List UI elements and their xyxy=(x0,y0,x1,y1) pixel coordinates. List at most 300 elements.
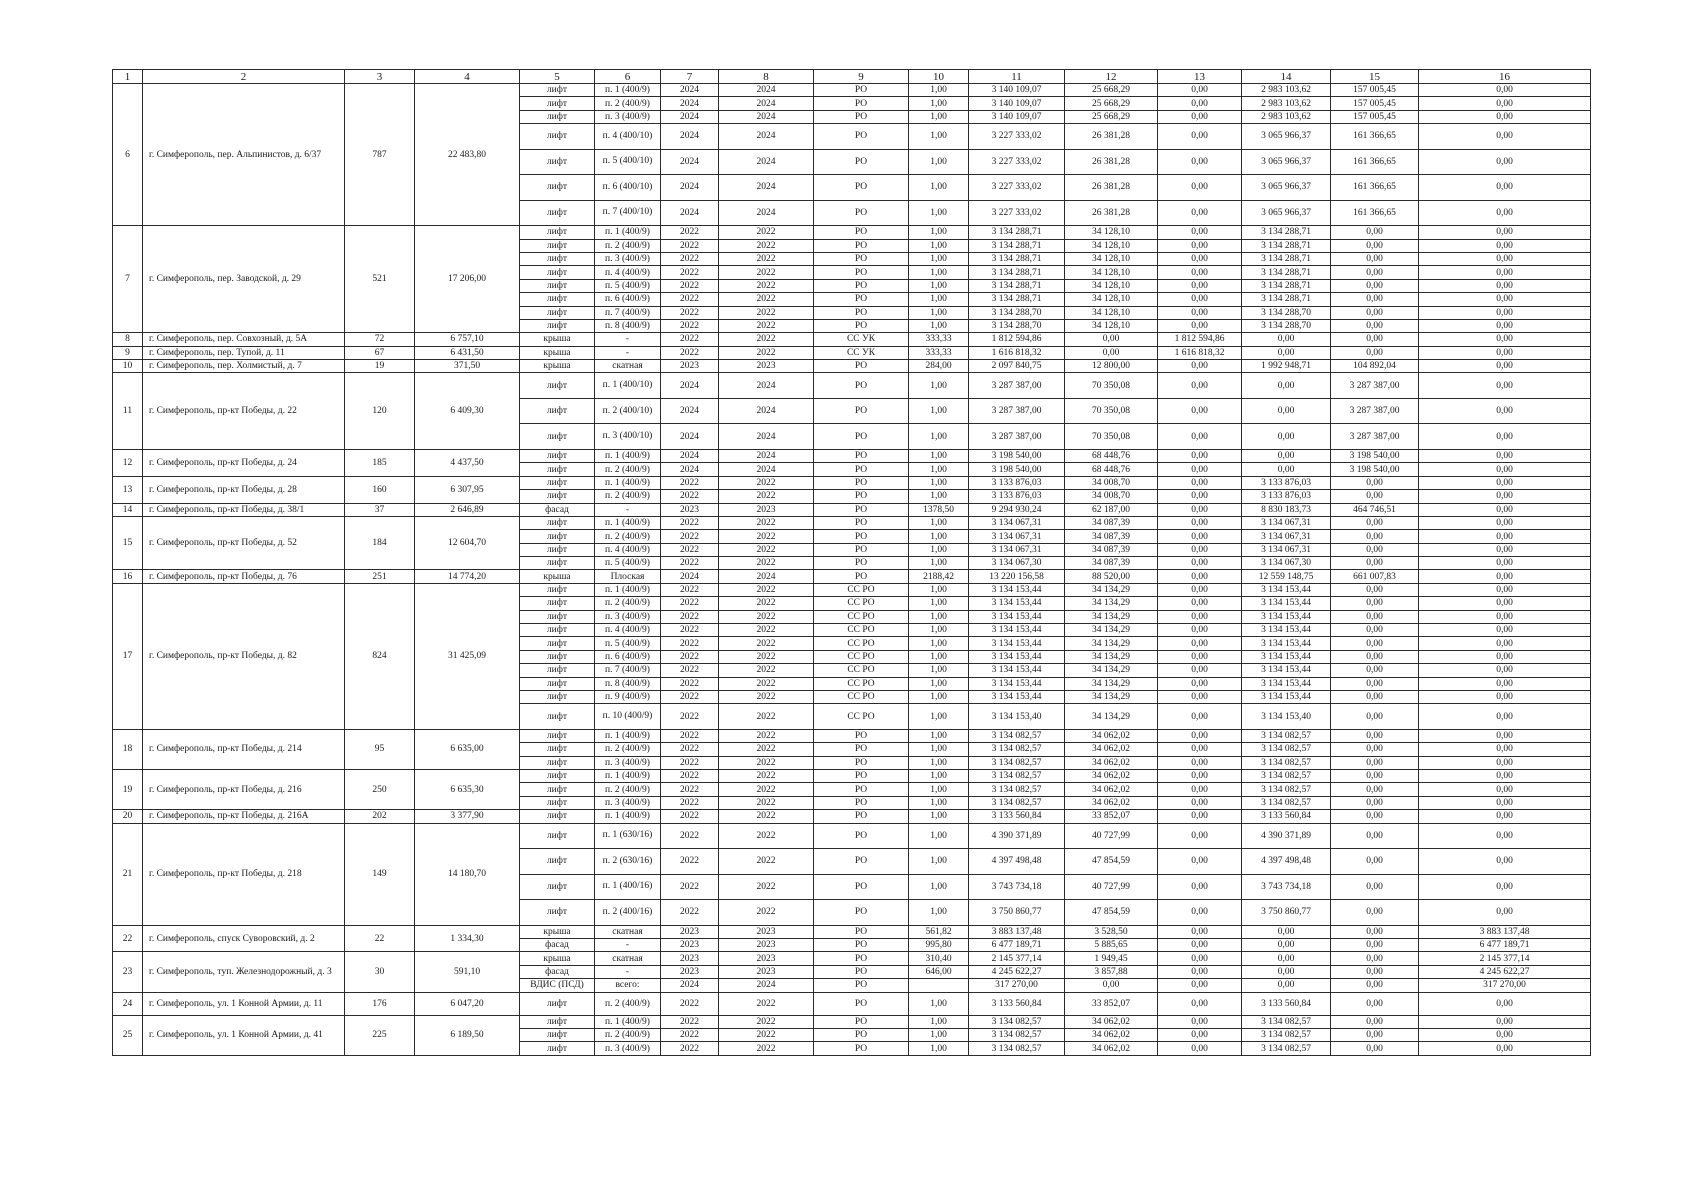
fund-owners: 0,00 xyxy=(1158,543,1242,556)
table-row xyxy=(113,333,1591,346)
plan-year: 2022 xyxy=(661,691,719,704)
fund-owners: 0,00 xyxy=(1158,476,1242,489)
total-cost: 3 227 333,02 xyxy=(969,175,1065,201)
fund-other: 0,00 xyxy=(1419,691,1591,704)
fund-ro: 0,00 xyxy=(1242,333,1331,346)
section: п. 3 (400/9) xyxy=(595,796,661,809)
total-cost: 3 287 387,00 xyxy=(969,424,1065,450)
total-cost: 3 134 153,40 xyxy=(969,704,1065,730)
financing: РО xyxy=(814,770,909,783)
fund-other: 0,00 xyxy=(1419,650,1591,663)
work-type: лифт xyxy=(520,97,595,110)
unit-cost: 0,00 xyxy=(1065,979,1158,992)
unit-cost: 34 087,39 xyxy=(1065,543,1158,556)
total-cost: 3 134 082,57 xyxy=(969,1015,1065,1028)
plan-year: 2024 xyxy=(661,84,719,97)
fund-budget: 0,00 xyxy=(1331,1015,1419,1028)
unit-cost: 34 128,10 xyxy=(1065,252,1158,265)
done-year: 2024 xyxy=(719,110,814,123)
fund-other: 0,00 xyxy=(1419,1015,1591,1028)
total-cost: 3 134 288,70 xyxy=(969,319,1065,332)
fund-ro: 3 134 082,57 xyxy=(1242,783,1331,796)
financing: РО xyxy=(814,398,909,424)
fund-budget: 3 287 387,00 xyxy=(1331,373,1419,399)
fund-owners: 0,00 xyxy=(1158,570,1242,583)
unit-cost: 34 134,29 xyxy=(1065,677,1158,690)
total-cost: 3 134 082,57 xyxy=(969,756,1065,769)
apartments-count: 22 xyxy=(345,925,415,952)
work-type: лифт xyxy=(520,293,595,306)
fund-budget: 0,00 xyxy=(1331,279,1419,292)
work-type: лифт xyxy=(520,476,595,489)
volume: 310,40 xyxy=(909,952,969,965)
total-cost: 3 134 153,44 xyxy=(969,650,1065,663)
fund-budget: 0,00 xyxy=(1331,664,1419,677)
total-cost: 3 134 067,30 xyxy=(969,557,1065,570)
financing: РО xyxy=(814,743,909,756)
fund-ro: 3 743 734,18 xyxy=(1242,874,1331,900)
unit-cost: 68 448,76 xyxy=(1065,449,1158,462)
work-type: лифт xyxy=(520,1042,595,1055)
financing: СС РО xyxy=(814,583,909,596)
done-year: 2022 xyxy=(719,610,814,623)
fund-budget: 0,00 xyxy=(1331,849,1419,875)
fund-ro: 3 134 153,44 xyxy=(1242,624,1331,637)
address: г. Симферополь, туп. Железнодорожный, д. 3 xyxy=(143,952,345,992)
fund-other: 0,00 xyxy=(1419,306,1591,319)
total-cost: 3 134 082,57 xyxy=(969,729,1065,742)
section: - xyxy=(595,503,661,516)
done-year: 2022 xyxy=(719,490,814,503)
fund-owners: 0,00 xyxy=(1158,796,1242,809)
fund-owners: 0,00 xyxy=(1158,1015,1242,1028)
apartments-count: 787 xyxy=(345,84,415,226)
unit-cost: 68 448,76 xyxy=(1065,463,1158,476)
fund-owners: 0,00 xyxy=(1158,810,1242,823)
fund-budget: 0,00 xyxy=(1331,597,1419,610)
total-cost: 3 134 153,44 xyxy=(969,583,1065,596)
fund-ro: 3 133 560,84 xyxy=(1242,992,1331,1015)
total-cost: 3 134 153,44 xyxy=(969,677,1065,690)
fund-budget: 464 746,51 xyxy=(1331,503,1419,516)
work-type: крыша xyxy=(520,346,595,359)
unit-cost: 34 062,02 xyxy=(1065,743,1158,756)
address: г. Симферополь, пр-кт Победы, д. 38/1 xyxy=(143,503,345,516)
fund-other: 0,00 xyxy=(1419,810,1591,823)
row-number: 22 xyxy=(113,925,143,952)
row-number: 13 xyxy=(113,476,143,503)
header-cell: 6 xyxy=(595,70,661,84)
fund-other: 0,00 xyxy=(1419,570,1591,583)
fund-ro: 3 134 288,71 xyxy=(1242,252,1331,265)
work-type: лифт xyxy=(520,252,595,265)
work-type: фасад xyxy=(520,939,595,952)
work-type: лифт xyxy=(520,756,595,769)
fund-budget: 0,00 xyxy=(1331,476,1419,489)
unit-cost: 62 187,00 xyxy=(1065,503,1158,516)
section: скатная xyxy=(595,360,661,373)
done-year: 2022 xyxy=(719,729,814,742)
work-type: лифт xyxy=(520,992,595,1015)
section: п. 2 (400/9) xyxy=(595,992,661,1015)
volume: 995,80 xyxy=(909,939,969,952)
fund-owners: 0,00 xyxy=(1158,729,1242,742)
done-year: 2023 xyxy=(719,503,814,516)
section: - xyxy=(595,346,661,359)
done-year: 2022 xyxy=(719,293,814,306)
fund-owners: 0,00 xyxy=(1158,424,1242,450)
financing: РО xyxy=(814,729,909,742)
table-row xyxy=(113,810,1591,823)
volume: 1,00 xyxy=(909,810,969,823)
financing: РО xyxy=(814,149,909,175)
total-area: 6 635,30 xyxy=(415,770,520,810)
unit-cost: 34 062,02 xyxy=(1065,1028,1158,1041)
header-cell: 1 xyxy=(113,70,143,84)
financing: РО xyxy=(814,124,909,150)
fund-other: 0,00 xyxy=(1419,373,1591,399)
plan-year: 2024 xyxy=(661,200,719,226)
unit-cost: 34 062,02 xyxy=(1065,1042,1158,1055)
apartments-count: 67 xyxy=(345,346,415,359)
section: п. 2 (400/9) xyxy=(595,97,661,110)
fund-other: 0,00 xyxy=(1419,476,1591,489)
apartments-count: 30 xyxy=(345,952,415,992)
total-cost: 3 134 288,71 xyxy=(969,266,1065,279)
unit-cost: 34 062,02 xyxy=(1065,729,1158,742)
volume: 1,00 xyxy=(909,84,969,97)
plan-year: 2022 xyxy=(661,557,719,570)
work-type: крыша xyxy=(520,333,595,346)
fund-other: 0,00 xyxy=(1419,110,1591,123)
row-number: 8 xyxy=(113,333,143,346)
financing: РО xyxy=(814,900,909,926)
total-area: 6 047,20 xyxy=(415,992,520,1015)
unit-cost: 34 128,10 xyxy=(1065,293,1158,306)
total-area: 6 757,10 xyxy=(415,333,520,346)
total-cost: 2 145 377,14 xyxy=(969,952,1065,965)
plan-year: 2022 xyxy=(661,743,719,756)
volume: 1,00 xyxy=(909,597,969,610)
plan-year: 2022 xyxy=(661,664,719,677)
section: п. 1 (400/9) xyxy=(595,729,661,742)
work-type: лифт xyxy=(520,650,595,663)
financing: СС РО xyxy=(814,664,909,677)
fund-owners: 0,00 xyxy=(1158,490,1242,503)
fund-budget: 0,00 xyxy=(1331,650,1419,663)
fund-budget: 0,00 xyxy=(1331,516,1419,529)
fund-owners: 0,00 xyxy=(1158,992,1242,1015)
section: п. 1 (400/9) xyxy=(595,516,661,529)
financing: РО xyxy=(814,449,909,462)
volume: 1,00 xyxy=(909,398,969,424)
table-row xyxy=(113,770,1591,783)
done-year: 2022 xyxy=(719,756,814,769)
volume: 1,00 xyxy=(909,1028,969,1041)
fund-budget: 0,00 xyxy=(1331,624,1419,637)
section: п. 3 (400/9) xyxy=(595,1042,661,1055)
fund-other: 0,00 xyxy=(1419,319,1591,332)
fund-owners: 0,00 xyxy=(1158,597,1242,610)
fund-other: 0,00 xyxy=(1419,664,1591,677)
fund-ro: 8 830 183,73 xyxy=(1242,503,1331,516)
financing: РО xyxy=(814,992,909,1015)
done-year: 2024 xyxy=(719,373,814,399)
done-year: 2022 xyxy=(719,624,814,637)
done-year: 2022 xyxy=(719,1015,814,1028)
apartments-count: 149 xyxy=(345,823,415,925)
fund-budget: 3 198 540,00 xyxy=(1331,463,1419,476)
work-type: фасад xyxy=(520,965,595,978)
fund-other: 0,00 xyxy=(1419,597,1591,610)
work-type: лифт xyxy=(520,226,595,239)
fund-other: 0,00 xyxy=(1419,97,1591,110)
fund-budget: 0,00 xyxy=(1331,530,1419,543)
fund-budget: 0,00 xyxy=(1331,743,1419,756)
unit-cost: 70 350,08 xyxy=(1065,373,1158,399)
unit-cost: 5 885,65 xyxy=(1065,939,1158,952)
plan-year: 2023 xyxy=(661,360,719,373)
unit-cost: 34 087,39 xyxy=(1065,557,1158,570)
volume: 1,00 xyxy=(909,1015,969,1028)
done-year: 2022 xyxy=(719,346,814,359)
total-area: 2 646,89 xyxy=(415,503,520,516)
volume: 1,00 xyxy=(909,175,969,201)
fund-owners: 0,00 xyxy=(1158,226,1242,239)
unit-cost: 40 727,99 xyxy=(1065,874,1158,900)
done-year: 2022 xyxy=(719,333,814,346)
fund-ro: 3 134 082,57 xyxy=(1242,1028,1331,1041)
fund-ro: 2 983 103,62 xyxy=(1242,110,1331,123)
fund-owners: 0,00 xyxy=(1158,306,1242,319)
total-cost: 9 294 930,24 xyxy=(969,503,1065,516)
fund-owners: 0,00 xyxy=(1158,449,1242,462)
work-type: лифт xyxy=(520,319,595,332)
unit-cost: 34 062,02 xyxy=(1065,783,1158,796)
apartments-count: 225 xyxy=(345,1015,415,1055)
address: г. Симферополь, пр-кт Победы, д. 216А xyxy=(143,810,345,823)
volume: 1,00 xyxy=(909,373,969,399)
plan-year: 2024 xyxy=(661,110,719,123)
table-row xyxy=(113,925,1591,938)
plan-year: 2022 xyxy=(661,226,719,239)
fund-ro: 3 134 082,57 xyxy=(1242,1042,1331,1055)
fund-ro: 0,00 xyxy=(1242,965,1331,978)
document-sheet xyxy=(112,69,1590,1056)
financing: РО xyxy=(814,756,909,769)
done-year: 2022 xyxy=(719,992,814,1015)
plan-year: 2022 xyxy=(661,729,719,742)
fund-owners: 0,00 xyxy=(1158,743,1242,756)
total-cost: 3 287 387,00 xyxy=(969,373,1065,399)
section: п. 1 (400/9) xyxy=(595,810,661,823)
done-year: 2022 xyxy=(719,1028,814,1041)
table-row xyxy=(113,226,1591,239)
total-cost: 3 134 082,57 xyxy=(969,770,1065,783)
fund-owners: 0,00 xyxy=(1158,530,1242,543)
fund-budget: 3 287 387,00 xyxy=(1331,398,1419,424)
fund-ro: 3 134 153,44 xyxy=(1242,610,1331,623)
work-type: лифт xyxy=(520,110,595,123)
plan-year: 2022 xyxy=(661,516,719,529)
fund-ro: 3 134 067,31 xyxy=(1242,516,1331,529)
fund-budget: 0,00 xyxy=(1331,729,1419,742)
plan-year: 2022 xyxy=(661,849,719,875)
header-cell: 8 xyxy=(719,70,814,84)
section: п. 7 (400/10) xyxy=(595,200,661,226)
fund-budget: 157 005,45 xyxy=(1331,84,1419,97)
fund-ro: 0,00 xyxy=(1242,952,1331,965)
financing: РО xyxy=(814,319,909,332)
header-cell: 14 xyxy=(1242,70,1331,84)
financing: СС РО xyxy=(814,691,909,704)
apartments-count: 202 xyxy=(345,810,415,823)
plan-year: 2024 xyxy=(661,979,719,992)
fund-owners: 0,00 xyxy=(1158,124,1242,150)
fund-budget: 0,00 xyxy=(1331,226,1419,239)
capital-repair-table xyxy=(112,69,1591,1056)
volume: 1,00 xyxy=(909,783,969,796)
fund-budget: 0,00 xyxy=(1331,691,1419,704)
financing: СС РО xyxy=(814,637,909,650)
section: скатная xyxy=(595,952,661,965)
total-cost: 2 097 840,75 xyxy=(969,360,1065,373)
work-type: лифт xyxy=(520,424,595,450)
section: п. 2 (400/9) xyxy=(595,490,661,503)
unit-cost: 33 852,07 xyxy=(1065,992,1158,1015)
total-cost: 3 198 540,00 xyxy=(969,463,1065,476)
fund-other: 0,00 xyxy=(1419,333,1591,346)
volume: 1,00 xyxy=(909,729,969,742)
fund-budget: 157 005,45 xyxy=(1331,110,1419,123)
total-cost: 3 134 288,71 xyxy=(969,279,1065,292)
financing: РО xyxy=(814,110,909,123)
total-cost: 13 220 156,58 xyxy=(969,570,1065,583)
done-year: 2024 xyxy=(719,979,814,992)
volume: 1,00 xyxy=(909,149,969,175)
plan-year: 2022 xyxy=(661,704,719,730)
fund-other: 0,00 xyxy=(1419,624,1591,637)
financing: РО xyxy=(814,279,909,292)
total-cost: 3 134 153,44 xyxy=(969,597,1065,610)
volume: 1378,50 xyxy=(909,503,969,516)
fund-budget: 0,00 xyxy=(1331,637,1419,650)
done-year: 2023 xyxy=(719,360,814,373)
work-type: лифт xyxy=(520,610,595,623)
fund-other: 0,00 xyxy=(1419,463,1591,476)
fund-budget: 0,00 xyxy=(1331,239,1419,252)
done-year: 2022 xyxy=(719,530,814,543)
fund-other: 0,00 xyxy=(1419,1028,1591,1041)
volume: 1,00 xyxy=(909,849,969,875)
financing: РО xyxy=(814,1028,909,1041)
total-cost: 3 134 153,44 xyxy=(969,637,1065,650)
fund-ro: 3 134 288,70 xyxy=(1242,319,1331,332)
fund-ro: 3 134 288,71 xyxy=(1242,239,1331,252)
done-year: 2022 xyxy=(719,279,814,292)
financing: РО xyxy=(814,1015,909,1028)
fund-ro: 3 065 966,37 xyxy=(1242,175,1331,201)
fund-ro: 3 134 082,57 xyxy=(1242,1015,1331,1028)
total-area: 6 189,50 xyxy=(415,1015,520,1055)
volume: 1,00 xyxy=(909,900,969,926)
unit-cost: 1 949,45 xyxy=(1065,952,1158,965)
address: г. Симферополь, пер. Заводской, д. 29 xyxy=(143,226,345,333)
work-type: лифт xyxy=(520,279,595,292)
fund-owners: 0,00 xyxy=(1158,952,1242,965)
fund-ro: 2 983 103,62 xyxy=(1242,97,1331,110)
done-year: 2022 xyxy=(719,239,814,252)
fund-owners: 0,00 xyxy=(1158,463,1242,476)
header-cell: 3 xyxy=(345,70,415,84)
fund-budget: 0,00 xyxy=(1331,333,1419,346)
section: п. 3 (400/10) xyxy=(595,424,661,450)
total-cost: 3 134 288,71 xyxy=(969,293,1065,306)
row-number: 24 xyxy=(113,992,143,1015)
total-area: 22 483,80 xyxy=(415,84,520,226)
fund-budget: 0,00 xyxy=(1331,925,1419,938)
volume: 1,00 xyxy=(909,124,969,150)
section: п. 2 (400/9) xyxy=(595,1028,661,1041)
fund-ro: 3 133 560,84 xyxy=(1242,810,1331,823)
work-type: лифт xyxy=(520,543,595,556)
section: п. 8 (400/9) xyxy=(595,677,661,690)
section: п. 1 (400/9) xyxy=(595,583,661,596)
fund-other: 0,00 xyxy=(1419,729,1591,742)
row-number: 11 xyxy=(113,373,143,450)
fund-ro: 3 134 153,44 xyxy=(1242,677,1331,690)
work-type: лифт xyxy=(520,175,595,201)
plan-year: 2024 xyxy=(661,149,719,175)
fund-other: 0,00 xyxy=(1419,1042,1591,1055)
address: г. Симферополь, пр-кт Победы, д. 24 xyxy=(143,449,345,476)
section: п. 10 (400/9) xyxy=(595,704,661,730)
fund-other: 0,00 xyxy=(1419,583,1591,596)
done-year: 2023 xyxy=(719,939,814,952)
fund-ro: 3 134 082,57 xyxy=(1242,743,1331,756)
section: п. 3 (400/9) xyxy=(595,756,661,769)
volume: 1,00 xyxy=(909,97,969,110)
financing: РО xyxy=(814,306,909,319)
done-year: 2022 xyxy=(719,796,814,809)
fund-owners: 0,00 xyxy=(1158,84,1242,97)
unit-cost: 34 134,29 xyxy=(1065,704,1158,730)
row-number: 25 xyxy=(113,1015,143,1055)
address: г. Симферополь, ул. 1 Конной Армии, д. 11 xyxy=(143,992,345,1015)
total-cost: 3 134 153,44 xyxy=(969,610,1065,623)
volume: 1,00 xyxy=(909,677,969,690)
plan-year: 2022 xyxy=(661,770,719,783)
header-cell: 7 xyxy=(661,70,719,84)
header-cell: 10 xyxy=(909,70,969,84)
fund-ro: 3 065 966,37 xyxy=(1242,124,1331,150)
unit-cost: 34 134,29 xyxy=(1065,691,1158,704)
fund-ro: 3 134 082,57 xyxy=(1242,729,1331,742)
total-cost: 1 616 818,32 xyxy=(969,346,1065,359)
address: г. Симферополь, пр-кт Победы, д. 82 xyxy=(143,583,345,729)
apartments-count: 184 xyxy=(345,516,415,570)
volume: 1,00 xyxy=(909,704,969,730)
total-area: 371,50 xyxy=(415,360,520,373)
financing: РО xyxy=(814,849,909,875)
work-type: лифт xyxy=(520,704,595,730)
section: п. 8 (400/9) xyxy=(595,319,661,332)
done-year: 2024 xyxy=(719,200,814,226)
fund-other: 0,00 xyxy=(1419,449,1591,462)
fund-owners: 0,00 xyxy=(1158,691,1242,704)
total-cost: 3 140 109,07 xyxy=(969,110,1065,123)
work-type: лифт xyxy=(520,149,595,175)
